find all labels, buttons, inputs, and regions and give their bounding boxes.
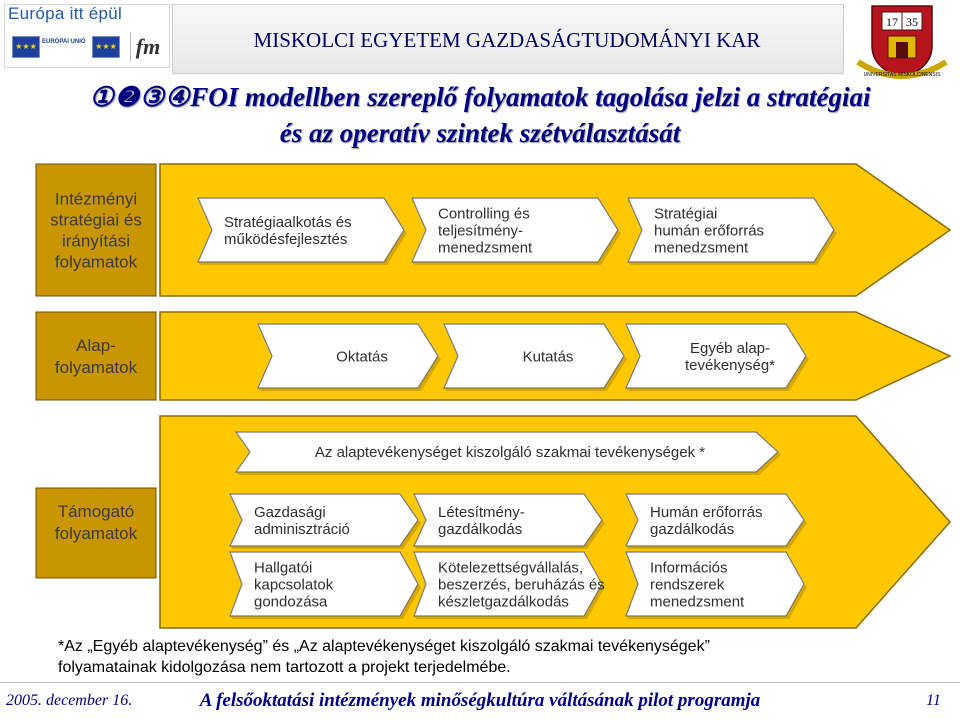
support-item-5-text-line-2: beszerzés, beruházás és — [438, 576, 605, 594]
strategic-item-3-text-line-3: menedzsment — [654, 239, 749, 257]
core-item-3-text-line-1: Egyéb alap- — [689, 339, 771, 357]
support-item-6-text-line-3: menedzsment — [650, 593, 745, 611]
page-number: 11 — [926, 692, 941, 709]
strategic-item-1-text-line-2: működésfejlesztés — [224, 230, 348, 248]
fm-logo: fm — [130, 32, 165, 62]
footer-title: A felsőoktatási intézmények minőségkultúra váltásának pilot programja — [199, 690, 761, 711]
label-strategic-line-1: Intézményi — [54, 189, 138, 209]
label-core-line-2: folyamatok — [54, 357, 138, 377]
footer-date: 2005. december 16. — [6, 692, 133, 709]
support-item-3-text-line-2: gazdálkodás — [650, 520, 735, 538]
crest-year-right: 35 — [906, 15, 918, 29]
support-item-1-text-line-2: adminisztráció — [254, 520, 350, 538]
step-markers: ①❷③④ — [89, 82, 191, 112]
eu-label: EURÓPAI UNIÓ — [42, 39, 86, 45]
crest-year-left: 17 — [886, 15, 898, 29]
label-core-line-1: Alap- — [76, 335, 116, 355]
support-item-4-text-line-2: kapcsolatok — [254, 576, 334, 594]
slide-title-line-2: és az operatív szintek szétválasztását — [279, 118, 681, 148]
crest-text: UNIVERSITAS MISKOLCINENSIS — [863, 72, 941, 78]
support-top-band-text: Az alaptevékenységet kiszolgáló szakmai tevékenységek * — [314, 444, 706, 461]
footer-divider — [0, 682, 960, 683]
strategic-item-1-text-line-1: Stratégiaalkotás és — [224, 213, 352, 231]
title-line-1-text: FOI modellben szereplő folyamatok tagolása jelzi a stratégiai — [190, 82, 871, 112]
strategic-item-3-text-line-1: Stratégiai — [654, 205, 718, 223]
strategic-item-2-text-line-1: Controlling és — [438, 205, 530, 223]
support-item-2-text-line-2: gazdálkodás — [438, 520, 523, 538]
label-box-strategic — [36, 164, 156, 296]
footnote-line-1: *Az „Egyéb alaptevékenység” és „Az alaptevékenységet kiszolgáló szakmai tevékenységek” — [58, 638, 710, 655]
strategic-item-2-text-line-2: teljesítmény- — [438, 222, 524, 240]
logo-title: Európa itt épül — [8, 4, 123, 23]
support-item-6-text-line-2: rendszerek — [650, 576, 725, 594]
support-item-3-text-line-1: Humán erőforrás — [650, 503, 763, 521]
support-item-6-text-line-1: Információs — [650, 559, 728, 577]
support-item-5-text-line-3: készletgazdálkodás — [438, 593, 569, 611]
core-item-2-text-line-1: Kutatás — [522, 348, 574, 366]
university-name: MISKOLCI EGYETEM GAZDASÁGTUDOMÁNYI KAR — [253, 28, 761, 52]
label-strategic-line-4: folyamatok — [54, 252, 138, 272]
footnote-line-2: folyamatainak kidolgozása nem tartozott a projekt terjedelmébe. — [58, 659, 511, 676]
core-item-3-text-line-2: tevékenység* — [684, 356, 776, 374]
core-item-1-text-line-1: Oktatás — [336, 348, 388, 366]
label-strategic-line-3: irányítási — [61, 231, 131, 251]
support-item-5-text-line-1: Kötelezettségvállalás, — [438, 559, 584, 577]
label-strategic-line-2: stratégiai és — [50, 210, 142, 230]
strategic-item-3-text-line-2: humán erőforrás — [654, 222, 765, 240]
eu-flag-icon-2: ★★★ — [92, 36, 120, 58]
support-item-1-text-line-1: Gazdasági — [254, 503, 326, 521]
support-item-4-text-line-3: gondozása — [254, 593, 328, 611]
label-support-line-2: folyamatok — [54, 523, 138, 543]
footnote — [58, 636, 888, 678]
label-support-line-1: Támogató — [57, 501, 135, 521]
eu-flag-icon: ★★★ — [12, 36, 40, 58]
support-item-4-text-line-1: Hallgatói — [254, 559, 313, 577]
support-item-2-text-line-1: Létesítmény- — [438, 503, 525, 521]
strategic-item-2-text-line-3: menedzsment — [438, 239, 533, 257]
label-box-core — [36, 312, 156, 400]
